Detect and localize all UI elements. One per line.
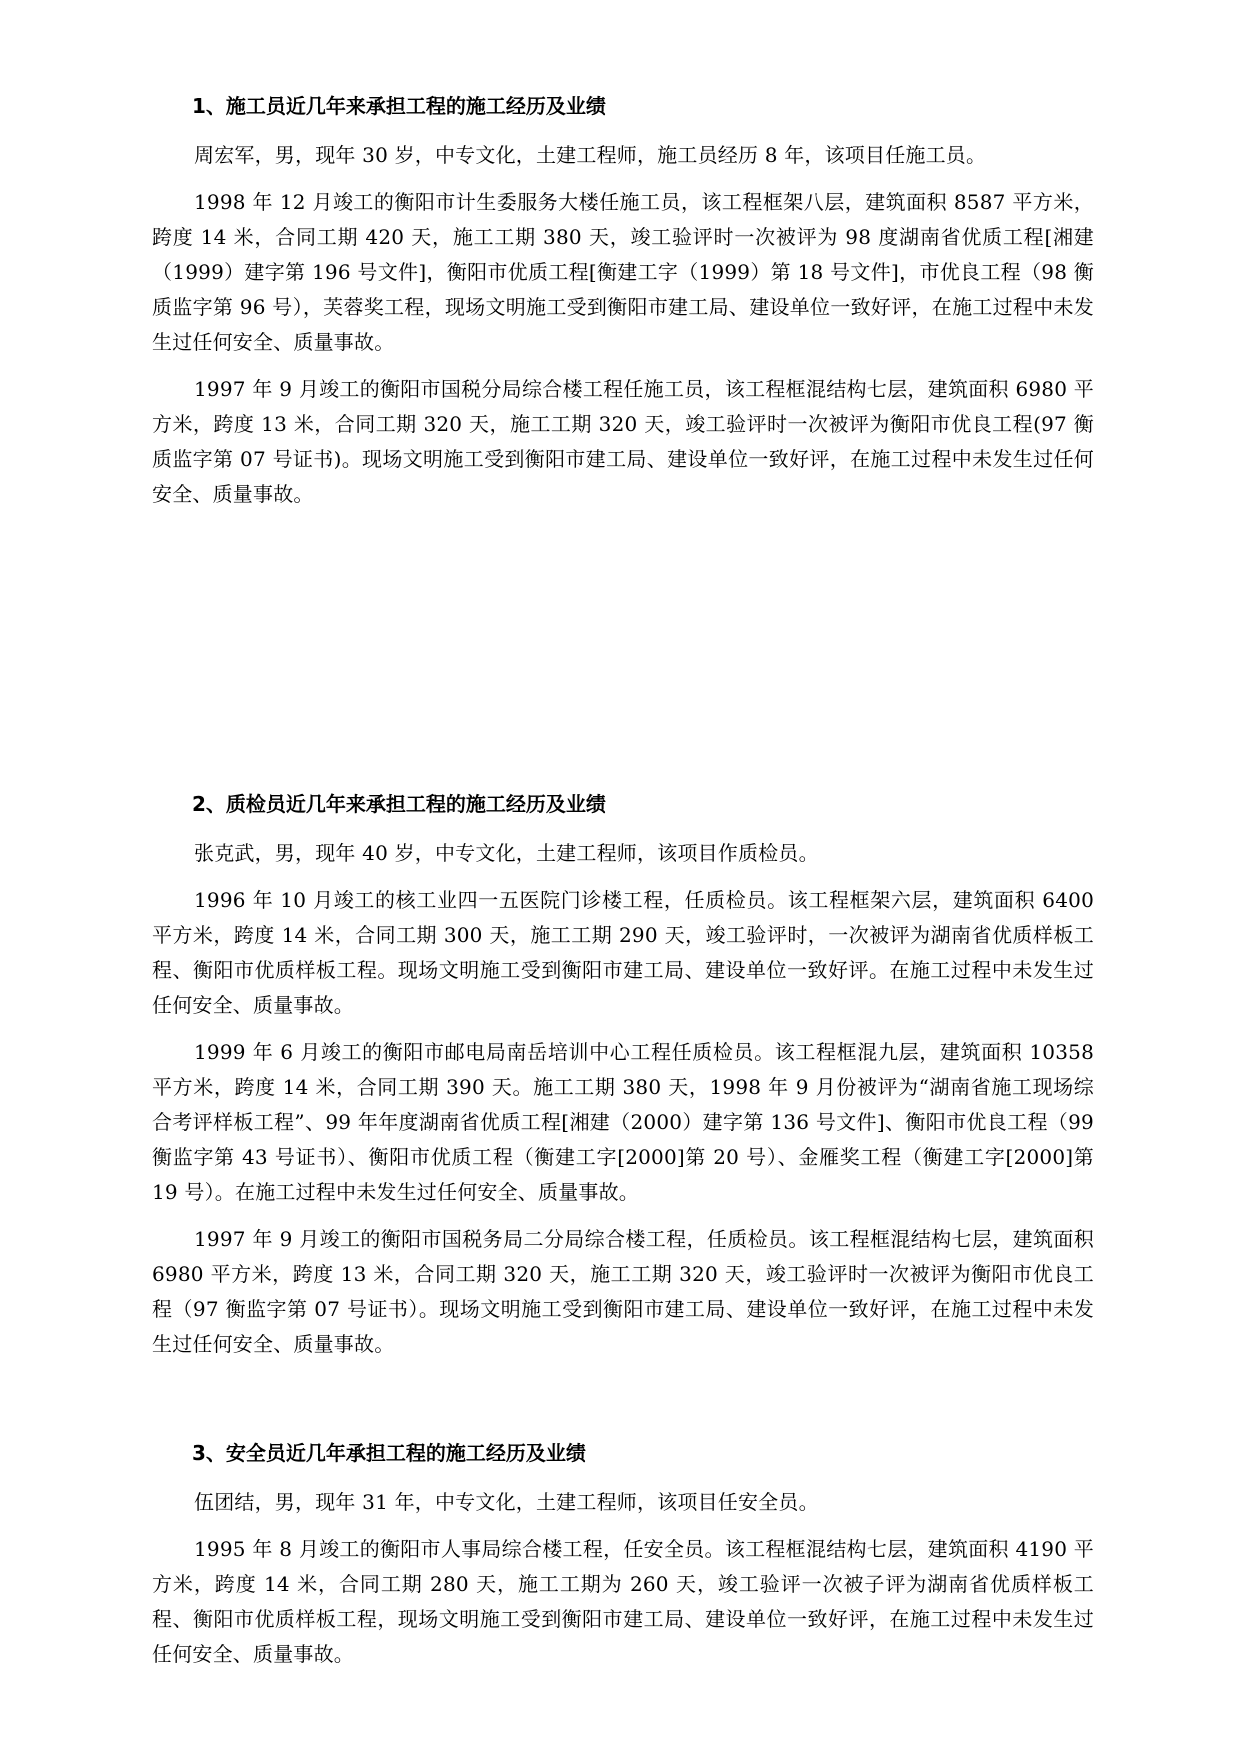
section-safety-officer — [152, 1435, 1094, 1684]
paragraph: 1996 年 10 月竣工的核工业四一五医院门诊楼工程，任质检员。该工程框架六层，建筑面积 6400 平方米，跨度 14 米，合同工期 300 天，施工工期 290 天，竣工验评时，一次被评为湖南省优质样板工程、衡阳市优质样板工程。现场文明施工受到衡阳市建工局、建设单位一致好评。在施工过程中未发生过任何安全、质量事故。 — [152, 888, 1094, 1017]
paragraph: 1998 年 12 月竣工的衡阳市计生委服务大楼任施工员，该工程框架八层，建筑面积 8587 平方米，跨度 14 米，合同工期 420 天，施工工期 380 天，竣工验评时一次被评为 98 度湖南省优质工程[湘建（1999）建字第 196 号文件]，衡阳市优质工程[衡建工字（1999）第 18 号文件]，市优良工程（98 衡质监字第 96 号），芙蓉奖工程，现场文明施工受到衡阳市建工局、建设单位一致好评，在施工过程中未发生过任何安全、质量事故。 — [152, 190, 1094, 354]
paragraph: 1997 年 9 月竣工的衡阳市国税务局二分局综合楼工程，任质检员。该工程框混结构七层，建筑面积 6980 平方米，跨度 13 米，合同工期 320 天，施工工期 320 天，竣工验评时一次被评为衡阳市优良工程（97 衡监字第 07 号证书）。现场文明施工受到衡阳市建工局、建设单位一致好评，在施工过程中未发生过任何安全、质量事故。 — [152, 1227, 1094, 1356]
section-construction-worker — [152, 88, 1094, 524]
section-heading: 2、质检员近几年来承担工程的施工经历及业绩 — [192, 792, 606, 816]
paragraph: 1997 年 9 月竣工的衡阳市国税分局综合楼工程任施工员，该工程框混结构七层，建筑面积 6980 平方米，跨度 13 米，合同工期 320 天，施工工期 320 天，竣工验评时一次被评为衡阳市优良工程(97 衡质监字第 07 号证书)。现场文明施工受到衡阳市建工局、建设单位一致好评，在施工过程中未发生过任何安全、质量事故。 — [152, 377, 1094, 506]
paragraph: 伍团结，男，现年 31 年，中专文化，土建工程师，该项目任安全员。 — [194, 1490, 819, 1514]
section-heading: 1、施工员近几年来承担工程的施工经历及业绩 — [192, 94, 606, 118]
paragraph: 1995 年 8 月竣工的衡阳市人事局综合楼工程，任安全员。该工程框混结构七层，建筑面积 4190 平方米，跨度 14 米，合同工期 280 天，施工工期为 260 天，竣工验评一次被子评为湖南省优质样板工程、衡阳市优质样板工程，现场文明施工受到衡阳市建工局、建设单位一致好评，在施工过程中未发生过任何安全、质量事故。 — [152, 1537, 1094, 1666]
section-quality-inspector — [152, 786, 1094, 1374]
paragraph: 张克武，男，现年 40 岁，中专文化，土建工程师，该项目作质检员。 — [194, 841, 819, 865]
paragraph: 周宏军，男，现年 30 岁，中专文化，土建工程师，施工员经历 8 年，该项目任施工员。 — [194, 143, 987, 167]
section-heading: 3、安全员近几年承担工程的施工经历及业绩 — [192, 1441, 586, 1465]
paragraph: 1999 年 6 月竣工的衡阳市邮电局南岳培训中心工程任质检员。该工程框混九层，建筑面积 10358 平方米，跨度 14 米，合同工期 390 天。施工工期 380 天，1998 年 9 月份被评为“湖南省施工现场综合考评样板工程”、99 年年度湖南省优质工程[湘建（2000）建字第 136 号文件]、衡阳市优良工程（99 衡监字第 43 号证书）、衡阳市优质工程（衡建工字[2000]第 20 号）、金雁奖工程（衡建工字[2000]第 19 号）。在施工过程中未发生过任何安全、质量事故。 — [152, 1040, 1094, 1204]
